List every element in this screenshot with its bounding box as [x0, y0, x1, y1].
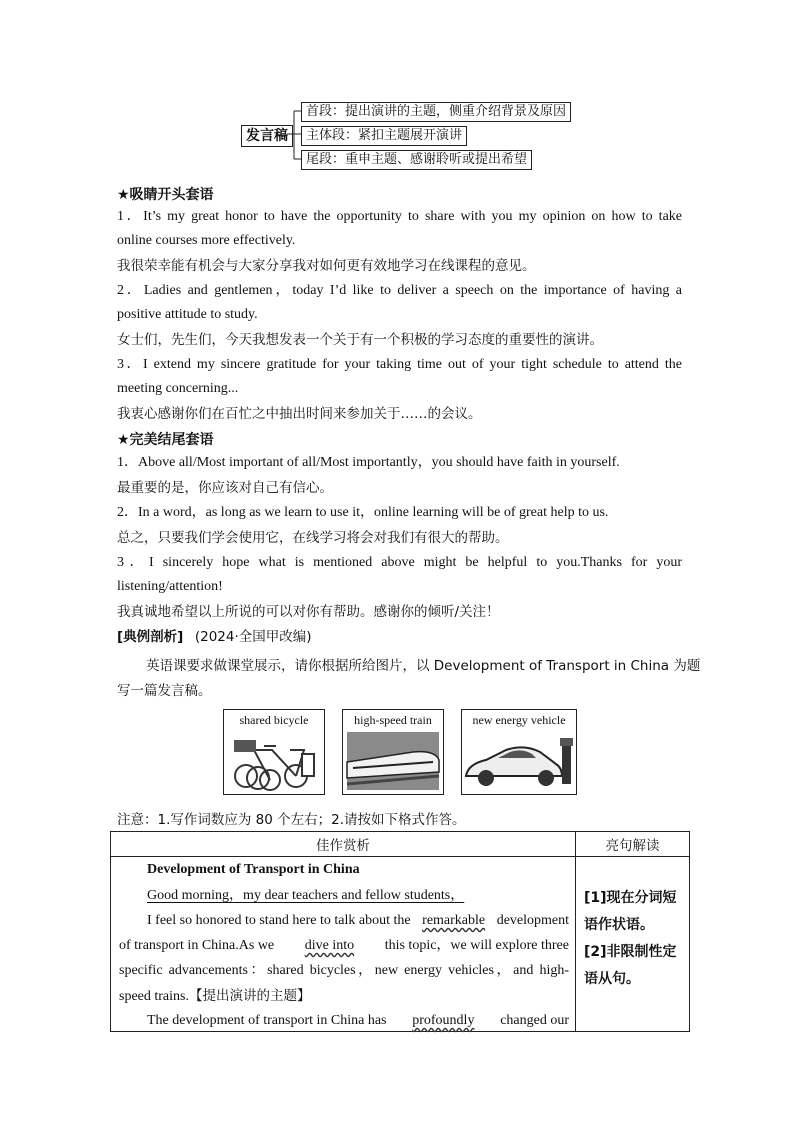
ending-2-cn: 总之，只要我们学会使用它，在线学习将会对我们有很大的帮助。 [117, 530, 509, 546]
image-new-energy-vehicle [461, 709, 577, 795]
opening-2-en: 2．Ladies and gentlemen，today I’d like to deliver a speech on the importance of having a [117, 283, 682, 298]
essay-highlight: profoundly [412, 1013, 475, 1028]
opening-3-en: 3．I extend my sincere gratitude for your taking time out of your tight schedule to attend the [117, 357, 682, 372]
essay-highlight: dive into [304, 938, 355, 953]
note-1a: [1]现在分词短 [584, 890, 677, 906]
ending-3-en: 3．I sincerely hope what is mentioned above might be helpful to you.Thanks for your [117, 555, 682, 570]
mindmap-branch-1: 首段：提出演讲的主题，侧重介绍背景及原因 [301, 102, 571, 122]
essay-line-1 [147, 912, 569, 930]
essay-line-2 [119, 937, 569, 955]
note-2b: 语从句。 [584, 971, 640, 987]
essay-highlight: remarkable [422, 913, 486, 928]
image-label-new-energy-vehicle: new energy vehicle [472, 713, 566, 727]
notes-cell [576, 857, 690, 1032]
ending-3-en-cont: listening/attention! [117, 579, 223, 594]
image-label-shared-bicycle: shared bicycle [239, 713, 309, 727]
example-source: (2024·全国甲改编) [194, 629, 312, 645]
opening-3-en-cont: meeting concerning... [117, 381, 239, 396]
essay-text: speed trains. [119, 989, 189, 1004]
essay-text: this topic，we will explore three [384, 938, 569, 953]
car-icon [462, 710, 576, 794]
bicycle-icon [224, 710, 324, 794]
opening-heading: ★吸睛开头套语 [117, 187, 214, 203]
essay-greeting: Good morning，my dear teachers and fellow students， [147, 888, 465, 903]
analysis-table [110, 831, 690, 1032]
essay-tag: 【提出演讲的主题】 [188, 988, 311, 1004]
essay-text: development [496, 913, 569, 928]
opening-1-en-cont: online courses more effectively. [117, 233, 296, 248]
ending-3-cn: 我真诚地希望以上所说的可以对你有帮助。感谢你的倾听/关注！ [117, 604, 500, 620]
example-task-line2: 写一篇发言稿。 [117, 683, 212, 699]
opening-3-cn: 我衷心感谢你们在百忙之中抽出时间来参加关于……的会议。 [117, 406, 482, 422]
image-shared-bicycle [223, 709, 325, 795]
train-icon [343, 710, 443, 794]
ending-1-cn: 最重要的是，你应该对自己有信心。 [117, 480, 333, 496]
example-task-line1: 英语课要求做课堂展示，请你根据所给图片，以 Development of Transport in China 为题 [146, 658, 701, 674]
example-note: 注意：1.写作词数应为 80 个左右；2.请按如下格式作答。 [117, 812, 466, 828]
essay-text: The development of transport in China has [147, 1013, 387, 1028]
mindmap-connector [287, 104, 301, 164]
table-header-highlights: 亮句解读 [576, 832, 690, 857]
essay-cell [111, 857, 576, 1032]
ending-1-en: 1．Above all/Most important of all/Most importantly，you should have faith in yourself. [117, 455, 620, 470]
essay-line-5 [147, 1012, 569, 1030]
opening-2-cn: 女士们，先生们，今天我想发表一个关于有一个积极的学习态度的重要性的演讲。 [117, 332, 603, 348]
opening-1-cn: 我很荣幸能有机会与大家分享我对如何更有效地学习在线课程的意见。 [117, 258, 536, 274]
mindmap-branch-2: 主体段：紧扣主题展开演讲 [301, 126, 467, 146]
ending-heading: ★完美结尾套语 [117, 432, 214, 448]
image-label-high-speed-train: high-speed train [354, 713, 432, 727]
essay-line-3: specific advancements：shared bicycles，new energy vehicles，and high- [119, 963, 569, 978]
essay-text: I feel so honored to stand here to talk about the [147, 913, 411, 928]
essay-text: of transport in China.As we [119, 938, 275, 953]
mindmap-branch-3: 尾段：重申主题、感谢聆听或提出希望 [301, 150, 532, 170]
essay-title: Development of Transport in China [147, 862, 360, 877]
essay-line-4 [119, 987, 310, 1006]
ending-2-en: 2．In a word，as long as we learn to use it，online learning will be of great help to us. [117, 505, 609, 520]
opening-1-en: 1．It’s my great honor to have the opportunity to share with you my opinion on how to take [117, 209, 682, 224]
note-1b: 语作状语。 [584, 917, 654, 933]
note-2a: [2]非限制性定 [584, 944, 677, 960]
opening-2-en-cont: positive attitude to study. [117, 307, 258, 322]
essay-text: changed our [500, 1013, 569, 1028]
example-header [117, 628, 312, 647]
example-label: [典例剖析] [117, 629, 184, 645]
table-header-appreciation: 佳作赏析 [111, 832, 576, 857]
image-high-speed-train [342, 709, 444, 795]
mindmap-center: 发言稿 [241, 125, 293, 147]
